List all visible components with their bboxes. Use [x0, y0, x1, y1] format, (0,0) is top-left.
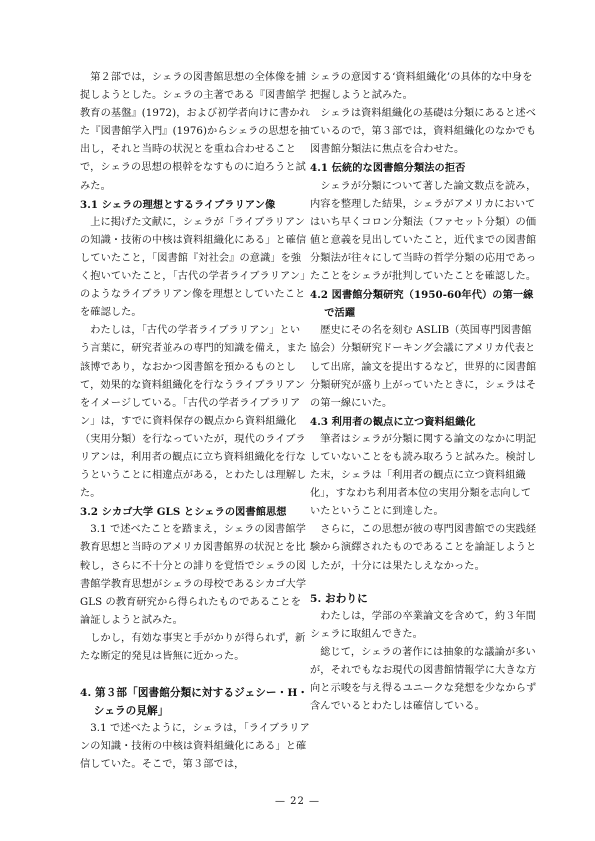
page-number: — 22 —	[274, 796, 321, 807]
heading-3-2: 3.2 シカゴ大学 GLS とシェラの図書館思想	[80, 506, 287, 519]
paragraph-user-viewpoint: 筆者はシェラが分類に関する論文のなかに明記していないことをも読み取ろうと試みた。検討した末，シェラは「利用者の観点に立つ資料組織化」，すなわち利用者本位の実用分類を志向していたということに到達した。	[310, 433, 537, 518]
paragraph-no-findings: しかし，有効な事実と手がかりが得られず，新たな断定的発見は皆無に近かった。	[80, 632, 306, 662]
paragraph-conclusion: 総じて，シェラの著作には抽象的な議論が多いが，それでもなお現代の図書館情報学に大きな方向と示唆を与え得るユニークな発想を少なからず含んでいるとわたしは確信している。	[310, 646, 537, 713]
heading-section-5: 5. おわりに	[310, 592, 368, 605]
paragraph-special-library: さらに，この思想が彼の専門図書館での実践経験から演繹されたものであることを論証しようとしたが，十分には果たしえなかった。	[310, 524, 537, 572]
paragraph-chicago-gls: 3.1 で述べたことを踏まえ，シェラの図書館学教育思想と当時のアメリカ図書館界の状況とを比較し，さらに不十分との誹りを覚悟でシェラの図書館学教育思想がシェラの母校であるシカゴ大学 GLS の教育研究から得られたものであることを論証しようと試みた。	[80, 524, 307, 626]
paragraph-part2-summary: 第２部では，シェラの図書館思想の全体像を捕捉しようとした。シェラの主著である『図書館学教育の基盤』(1972)，および初学者向けに書かれた『図書館学入門』(1976)からシェラの思想を抽出し，それと当時の状況とを重ね合わせることで，シェラの思想の根幹をなすものに迫ろうと試みた。	[80, 72, 310, 192]
paragraph-continued: シェラの意図する‘資料組織化’の具体的な中身を把握しようと試みた。	[310, 72, 533, 102]
paragraph-ideal-librarian: 上に掲げた文献に，シェラが「ライブラリアンの知識・技術の中核は資料組織化にある」と確信していたこと，「図書館『対社会』の意識」を強く抱いていたこと，「古代の学者ライブラリアン」のようなライブラリアン像を理想としていたことを確認した。	[80, 216, 307, 319]
paragraph-classification-focus: シェラは資料組織化の基礎は分類にあると述べているので，第３部では，資料組織化のなかでも図書館分類法に焦点を合わせた。	[310, 108, 537, 156]
heading-3-1: 3.1 シェラの理想とするライブラリアン像	[80, 198, 276, 211]
paragraph-three-years: わたしは，学部の卒業論文を含めて，約３年間シェラに取組んできた。	[310, 610, 537, 640]
heading-4-1: 4.1 伝統的な図書館分類法の拒否	[310, 162, 466, 175]
paragraph-aslib: 歴史にその名を刻む ASLIB（英国専門図書館協会）分類研究ドーキング会議にアメリカ代表として出席，論文を提出するなど，世界的に図書館分類研究が盛り上がっていたときに，シェラはその第一線にいた。	[310, 325, 537, 409]
heading-4-2: 4.2 図書館分類研究（1950-60年代）の第一線で活躍	[310, 289, 534, 320]
left-column	[80, 69, 310, 775]
paragraph-part3-intro: 3.1 で述べたように，シェラは，「ライブラリアンの知識・技術の中核は資料組織化にある」と確信していた。そこで，第３部では，	[80, 723, 310, 771]
right-column	[310, 69, 540, 716]
paragraph-colon-classification: シェラが分類について著した論文数点を読み，内容を整理した結果，シェラがアメリカにおいてはいち早くコロン分類法（ファセット分類）の価値と意義を見出していたこと，近代までの図書館分類法が往々にして当時の哲学分類の応用であったことをシェラが批判していたことを確認した。	[310, 180, 537, 283]
heading-section-4: 4. 第３部「図書館分類に対するジェシー・H・シェラの見解」	[80, 687, 309, 718]
heading-4-3: 4.3 利用者の観点に立つ資料組織化	[310, 415, 476, 428]
paragraph-scholar-librarian: わたしは，「古代の学者ライブラリアン」という言葉に，研究者並みの専門的知識を備え，また該博であり，なおかつ図書館を預かるものとして，効果的な資料組織化を行なうライブラリアンをイメージしている。「古代の学者ライブラリアン」は，すでに資料保存の観点から資料組織化（実用分類）を行なっていたが，現代のライブラリアンは，利用者の観点に立ち資料組織化を行なうということに相違点がある，とわたしは理解した。	[80, 325, 307, 500]
